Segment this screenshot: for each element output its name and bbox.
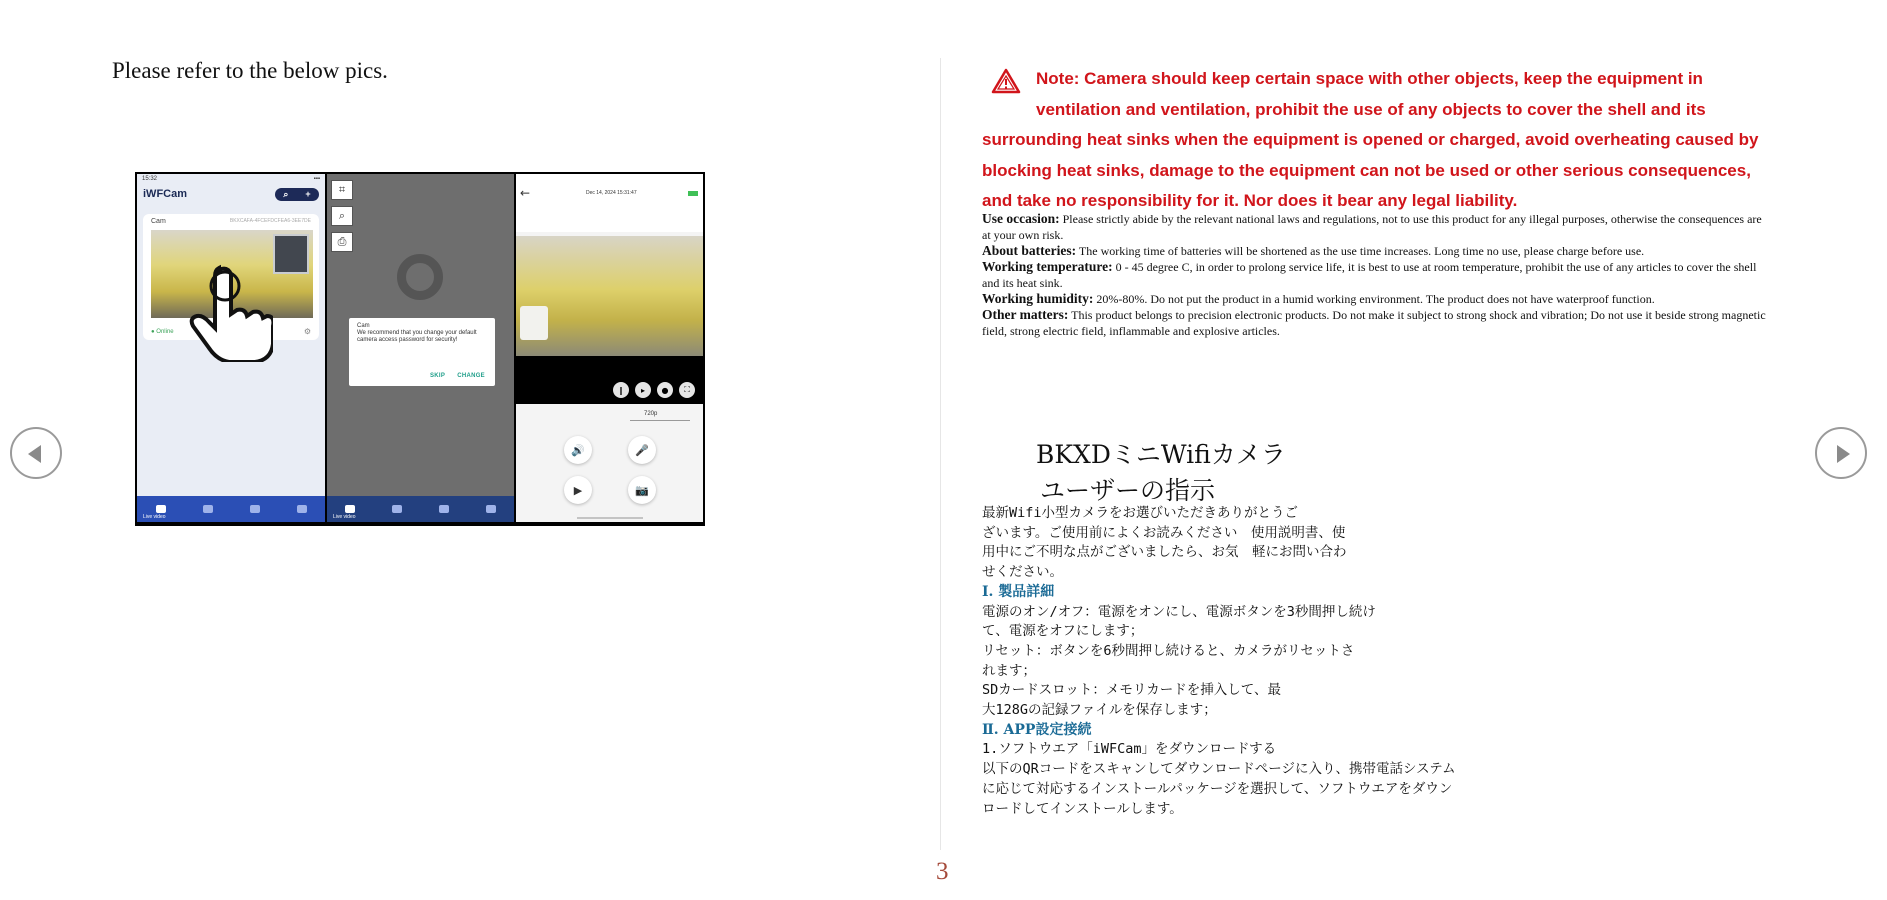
tab-icon-4: [486, 505, 496, 513]
tab-label: Live video: [143, 514, 166, 520]
jp-line: リセット：ボタンを6秒間押し続けると、カメラがリセットさ: [982, 642, 1355, 659]
warning-note: [982, 64, 1772, 217]
live-video-tab-icon: [345, 505, 355, 513]
speaker-icon: 🔊: [564, 436, 592, 464]
back-arrow-icon: ←: [520, 186, 531, 200]
pause-icon: ‖: [613, 382, 629, 398]
jp-line: に応じて対応するインストールパッケージを選択して、ソフトウエアをダウン: [982, 780, 1453, 797]
spec-label: Use occasion:: [982, 211, 1060, 226]
camera-icon: 📷: [628, 476, 656, 504]
app-screenshots-image: [135, 172, 705, 526]
spec-item: [982, 243, 1772, 259]
spec-text: This product belongs to precision electronic products. Do not make it subject to strong shock and vibration; Do not use it beside strong magnetic field, strong electric field, inflammable and explosive articles.: [982, 308, 1766, 338]
page-number: 3: [936, 858, 949, 885]
jp-line: れます；: [982, 662, 1036, 679]
status-icons: ▪▪▪: [313, 176, 320, 182]
search-icon: ⌕: [283, 188, 289, 199]
zoom-icon: ⌕: [331, 206, 353, 226]
phone-screen-password-dialog: [327, 174, 514, 522]
spec-text: Please strictly abide by the relevant national laws and regulations, not to use this product for any illegal purposes, otherwise the consequences are at your own risk.: [982, 212, 1762, 242]
card-device-id: BKXCAFA-4FCEFDCFEA6-3EE7DE: [229, 218, 311, 224]
jp-line: 1.ソフトウエア「iWFCam」をダウンロードする: [982, 741, 1277, 758]
jp-line: SDカードスロット：メモリカードを挿入して、最: [982, 682, 1281, 699]
spec-label: About batteries:: [982, 243, 1077, 258]
printer-icon: ⎙: [331, 232, 353, 252]
tab-icon-2: [392, 505, 402, 513]
note-line: ventilation and ventilation, prohibit the use of any objects to cover the shell and its: [1036, 99, 1706, 119]
note-line: Note: Camera should keep certain space with other objects, keep the equipment in: [1036, 69, 1703, 88]
spec-item: [982, 211, 1772, 243]
intro-text: Please refer to the below pics.: [112, 58, 388, 83]
note-line: blocking heat sinks, damage to the equipment can not be used or other serious consequences,: [982, 160, 1751, 180]
tab-icon-4: [297, 505, 307, 513]
scan-icon: ⌗: [331, 180, 353, 200]
spec-label: Working humidity:: [982, 291, 1094, 306]
jp-line: せください。: [982, 564, 1063, 581]
jp-line: て、電源をオフにします；: [982, 623, 1144, 640]
section-heading: Ⅱ. APP設定接続: [982, 721, 1092, 738]
mug-shape: [520, 306, 548, 340]
jp-line: ざいます。ご使用前によくお読みください 使用説明書、使: [982, 524, 1346, 541]
spec-label: Working temperature:: [982, 259, 1113, 274]
quality-underline: [630, 420, 690, 421]
japanese-instructions: [982, 504, 1542, 819]
tab-label: Live video: [333, 514, 356, 520]
specifications-list: [982, 211, 1772, 339]
title-line: BKXDミニWifiカメラ: [1036, 440, 1286, 469]
section-heading: Ⅰ. 製品詳細: [982, 583, 1055, 600]
spec-text: The working time of batteries will be shortened as the use time increases. Long time no use, please charge before use.: [1076, 244, 1645, 258]
jp-line: 電源のオン/オフ：電源をオンにし、電源ボタンを3秒間押し続け: [982, 603, 1376, 620]
card-title: Cam: [151, 218, 166, 225]
online-status: ● Online: [151, 329, 174, 335]
video-timestamp: Dec 14, 2024 15:31:47: [586, 190, 637, 196]
gear-icon: ⚙: [303, 327, 311, 336]
loading-circle: [397, 254, 443, 300]
jp-line: 大128Gの記録ファイルを保存します；: [982, 702, 1217, 719]
previous-page-button[interactable]: [10, 427, 62, 479]
laptop-shape: [273, 234, 309, 274]
fullscreen-icon: ⛶: [679, 382, 695, 398]
skip-button: SKIP: [429, 373, 446, 379]
tab-icon-3: [250, 505, 260, 513]
pointing-hand-icon: [183, 264, 273, 362]
note-line: surrounding heat sinks when the equipment is opened or charged, avoid overheating caused by: [982, 130, 1759, 149]
tab-icon-3: [439, 505, 449, 513]
home-indicator: [577, 517, 643, 519]
status-time: 15:32: [142, 176, 158, 182]
app-action-pill: [275, 188, 319, 201]
spec-text: 0 - 45 degree C, in order to prolong service life, it is best to use at room temperature, prohibit the use of any articles to cover the shell and its heat sink.: [982, 260, 1757, 290]
japanese-title: [1036, 437, 1286, 509]
tab-icon-2: [203, 505, 213, 513]
spec-item: [982, 259, 1772, 291]
next-page-button[interactable]: [1815, 427, 1867, 479]
live-video-tab-icon: [156, 505, 166, 513]
page-divider: [940, 58, 941, 850]
spec-item: [982, 307, 1772, 339]
live-video-feed: [516, 236, 703, 356]
plus-icon: +: [305, 189, 311, 199]
spec-item: [982, 291, 1772, 307]
spec-label: Other matters:: [982, 307, 1069, 322]
dialog-body: We recommend that you change your default camera access password for security!: [357, 330, 477, 343]
jp-line: 最新Wifi小型カメラをお選びいただきありがとうご: [982, 505, 1299, 521]
microphone-icon: 🎤: [628, 436, 656, 464]
spec-text: 20%-80%. Do not put the product in a humid working environment. The product does not have waterproof function.: [1093, 292, 1655, 306]
video-controls: [516, 356, 703, 404]
app-name: iWFCam: [143, 188, 187, 200]
password-dialog: [349, 318, 495, 386]
phone-screen-live-view: [516, 174, 703, 522]
quality-selector: 720p: [644, 411, 658, 417]
title-line: ユーザーの指示: [1040, 476, 1216, 505]
arrow-right-icon: [1837, 445, 1850, 463]
change-button: CHANGE: [457, 373, 485, 379]
arrow-left-icon: [28, 445, 41, 463]
note-line: and take no responsibility for it. Nor does it bear any legal liability.: [982, 191, 1518, 210]
jp-line: 以下のQRコードをスキャンしてダウンロードページに入り、携帯電話システム: [982, 761, 1456, 778]
record-icon: ▶: [564, 476, 592, 504]
jp-line: ロードしてインストールします。: [982, 800, 1183, 817]
jp-line: 用中にご不明な点がございましたら、お気 軽にお問い合わ: [982, 544, 1347, 561]
phone-screen-device-list: [137, 174, 325, 522]
play-icon: ▸: [635, 382, 651, 398]
brightness-icon: ●: [657, 382, 673, 398]
dialog-title: Cam: [357, 323, 370, 329]
battery-icon: [688, 191, 698, 196]
